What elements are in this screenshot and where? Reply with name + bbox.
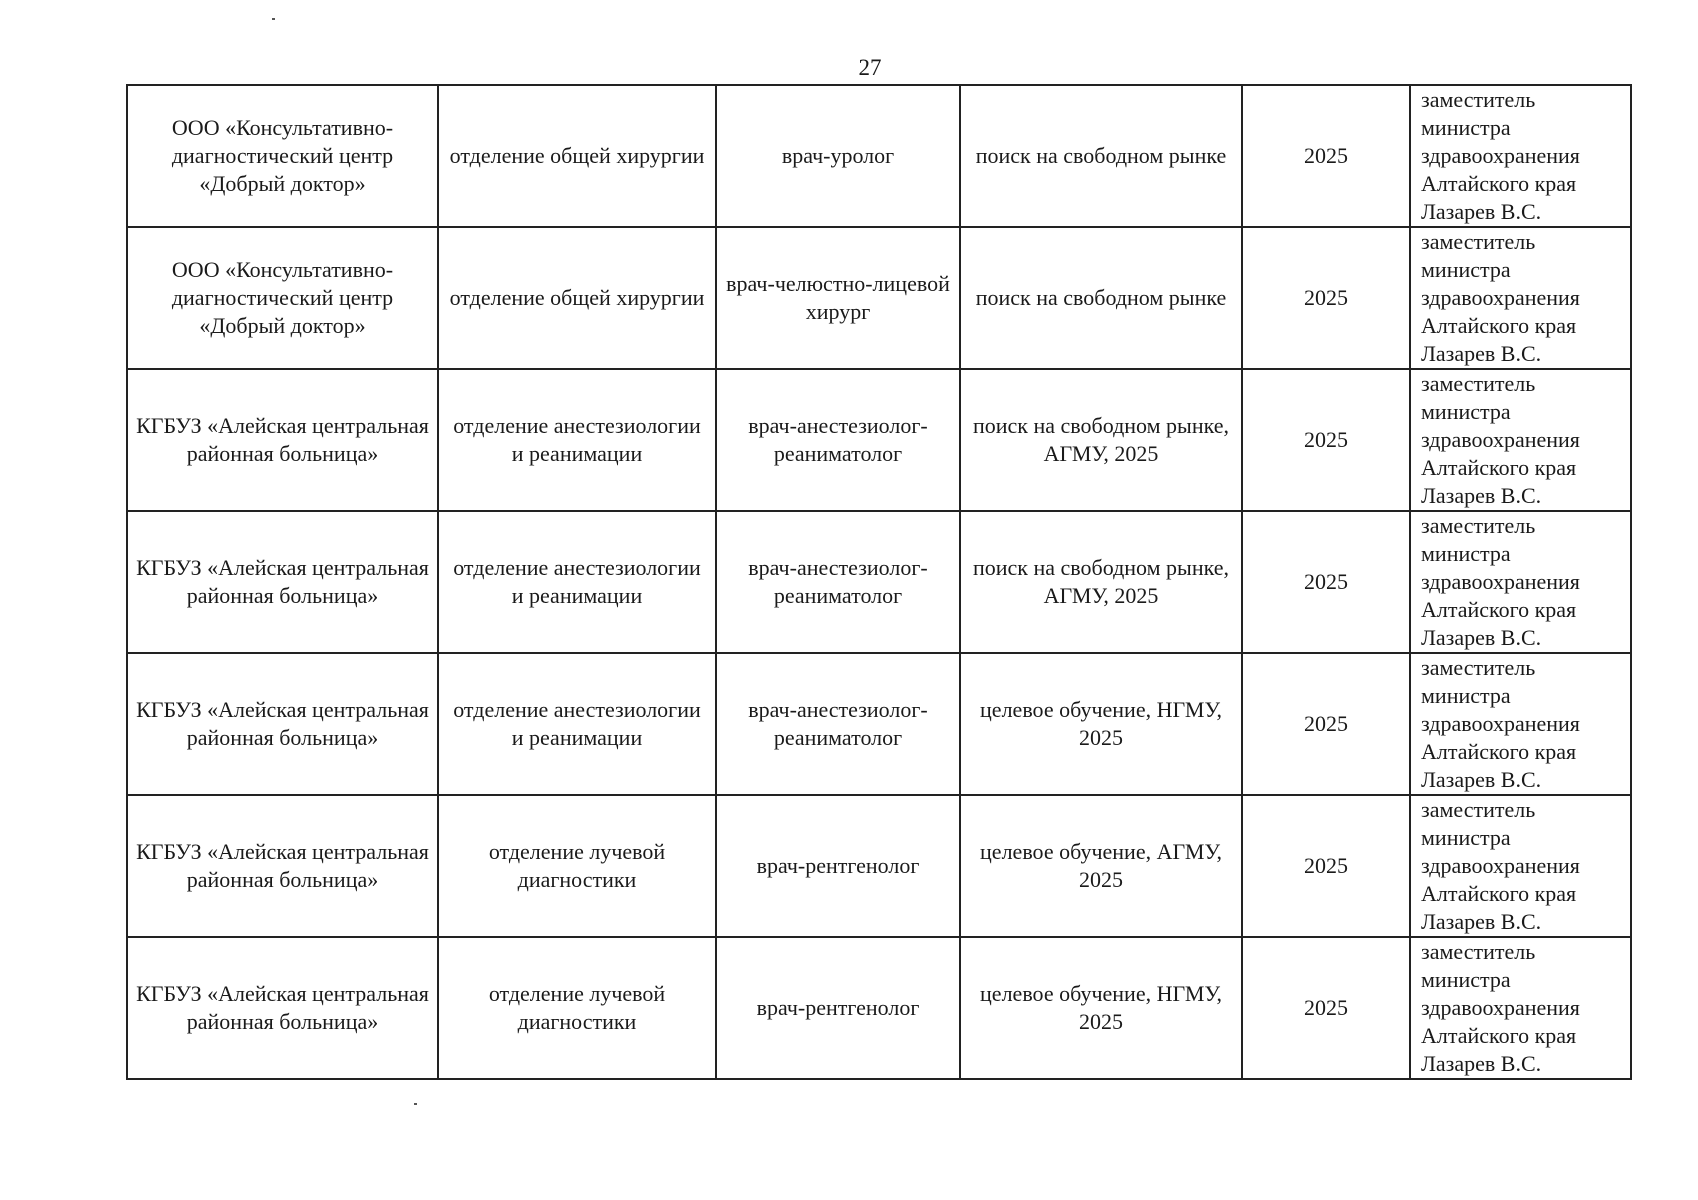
responsible-cell: заместитель министра здравоохранения Алтайского края Лазарев В.С. — [1410, 85, 1631, 227]
source-cell: поиск на свободном рынке — [960, 85, 1242, 227]
position-cell: врач-анестезиолог-реаниматолог — [716, 511, 960, 653]
organization-cell: ООО «Консультативно-диагностический центр «Добрый доктор» — [127, 227, 438, 369]
table-row — [127, 511, 1631, 653]
department-cell: отделение лучевой диагностики — [438, 937, 716, 1079]
scan-speck — [272, 18, 275, 20]
year-cell: 2025 — [1242, 653, 1410, 795]
table-row — [127, 85, 1631, 227]
position-cell: врач-анестезиолог-реаниматолог — [716, 369, 960, 511]
position-cell: врач-челюстно-лицевой хирург — [716, 227, 960, 369]
year-cell: 2025 — [1242, 937, 1410, 1079]
department-cell: отделение общей хирургии — [438, 227, 716, 369]
responsible-cell: заместитель министра здравоохранения Алтайского края Лазарев В.С. — [1410, 369, 1631, 511]
organization-cell: ООО «Консультативно-диагностический центр «Добрый доктор» — [127, 85, 438, 227]
position-cell: врач-рентгенолог — [716, 937, 960, 1079]
table-row — [127, 795, 1631, 937]
scan-speck — [414, 1103, 417, 1105]
table-row — [127, 653, 1631, 795]
organization-cell: КГБУЗ «Алейская центральная районная больница» — [127, 653, 438, 795]
position-cell: врач-уролог — [716, 85, 960, 227]
responsible-cell: заместитель министра здравоохранения Алтайского края Лазарев В.С. — [1410, 937, 1631, 1079]
table-row — [127, 369, 1631, 511]
department-cell: отделение лучевой диагностики — [438, 795, 716, 937]
page-number: 27 — [858, 55, 882, 80]
department-cell: отделение анестезиологии и реанимации — [438, 511, 716, 653]
responsible-cell: заместитель министра здравоохранения Алтайского края Лазарев В.С. — [1410, 227, 1631, 369]
organization-cell: КГБУЗ «Алейская центральная районная больница» — [127, 369, 438, 511]
year-cell: 2025 — [1242, 369, 1410, 511]
table-row — [127, 937, 1631, 1079]
year-cell: 2025 — [1242, 227, 1410, 369]
position-cell: врач-анестезиолог-реаниматолог — [716, 653, 960, 795]
position-cell: врач-рентгенолог — [716, 795, 960, 937]
staffing-table — [126, 84, 1632, 1080]
year-cell: 2025 — [1242, 511, 1410, 653]
year-cell: 2025 — [1242, 85, 1410, 227]
responsible-cell: заместитель министра здравоохранения Алтайского края Лазарев В.С. — [1410, 653, 1631, 795]
source-cell: поиск на свободном рынке — [960, 227, 1242, 369]
organization-cell: КГБУЗ «Алейская центральная районная больница» — [127, 795, 438, 937]
department-cell: отделение анестезиологии и реанимации — [438, 653, 716, 795]
source-cell: целевое обучение, АГМУ, 2025 — [960, 795, 1242, 937]
organization-cell: КГБУЗ «Алейская центральная районная больница» — [127, 937, 438, 1079]
year-cell: 2025 — [1242, 795, 1410, 937]
source-cell: целевое обучение, НГМУ, 2025 — [960, 937, 1242, 1079]
organization-cell: КГБУЗ «Алейская центральная районная больница» — [127, 511, 438, 653]
source-cell: поиск на свободном рынке, АГМУ, 2025 — [960, 511, 1242, 653]
table-row — [127, 227, 1631, 369]
responsible-cell: заместитель министра здравоохранения Алтайского края Лазарев В.С. — [1410, 795, 1631, 937]
department-cell: отделение анестезиологии и реанимации — [438, 369, 716, 511]
responsible-cell: заместитель министра здравоохранения Алтайского края Лазарев В.С. — [1410, 511, 1631, 653]
department-cell: отделение общей хирургии — [438, 85, 716, 227]
source-cell: поиск на свободном рынке, АГМУ, 2025 — [960, 369, 1242, 511]
source-cell: целевое обучение, НГМУ, 2025 — [960, 653, 1242, 795]
